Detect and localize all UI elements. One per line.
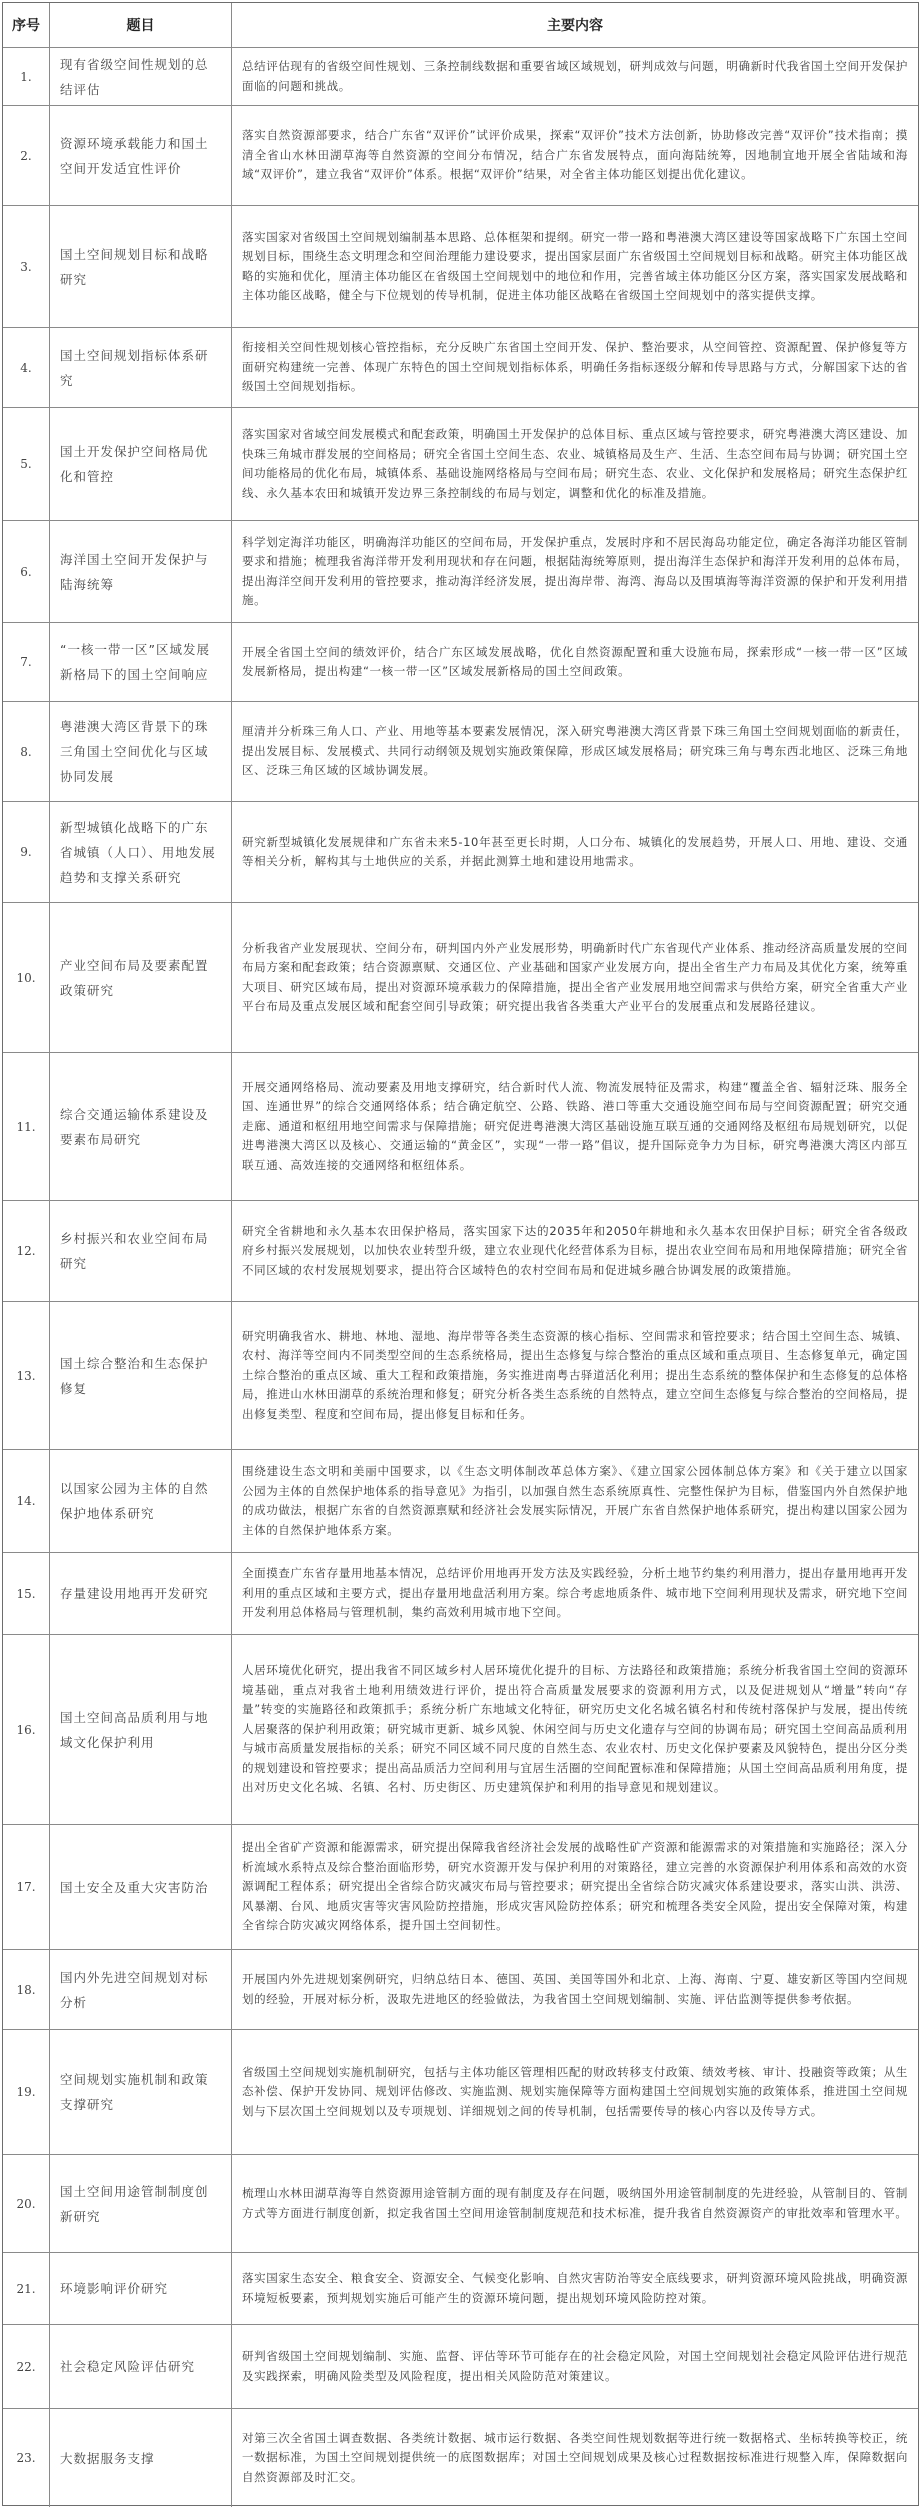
row-content: 分析我省产业发展现状、空间分布，研判国内外产业发展形势，明确新时代广东省现代产业体系、推动经济高质量发展的空间布局方案和配套政策；结合资源禀赋、交通区位、产业基础和国家产业发展方向，提出全省生产力布局及其优化方案，统筹重大项目、研究区域布局，提出对资源环境承载力的保障措施，提出全省产业发展用地空间需求与供给方案，研究全省重大产业平台布局及重点发展区域和配套空间引导政策；研究提出我省各类重大产业平台的发展重点和发展路径建议。	[242, 940, 908, 1013]
table-row	[3, 802, 918, 903]
research-topics-table	[2, 2, 919, 2506]
row-content: 衔接相关空间性规划核心管控指标，充分反映广东省国土空间开发、保护、整治要求，从空间管控、资源配置、保护修复等方面研究构建统一完善、体现广东特色的国土空间规划指标体系，明确任务指标逐级分解和传导思路与方式，分解国家下达的省级国土空间规划指标。	[242, 340, 908, 394]
row-title: 国土空间规划目标和战略研究	[50, 206, 232, 327]
row-title: 海洋国土空间开发保护与陆海统筹	[50, 521, 232, 622]
header-title: 题目	[50, 3, 232, 47]
table-row	[3, 48, 918, 106]
row-title: 国土开发保护空间格局优化和管控	[50, 408, 232, 520]
row-number: 1.	[3, 48, 50, 105]
row-title: 综合交通运输体系建设及要素布局研究	[50, 1053, 232, 1200]
row-title: 资源环境承载能力和国土空间开发适宜性评价	[50, 106, 232, 205]
row-title: 粤港澳大湾区背景下的珠三角国土空间优化与区域协同发展	[50, 702, 232, 801]
table-row	[3, 623, 918, 702]
row-title: 以国家公园为主体的自然保护地体系研究	[50, 1450, 232, 1552]
row-number: 13.	[3, 1302, 50, 1449]
table-row	[3, 1450, 918, 1553]
row-number: 8.	[3, 702, 50, 801]
row-content: 人居环境优化研究，提出我省不同区域乡村人居环境优化提升的目标、方法路径和政策措施；系统分析我省国土空间的资源环境基础，重点对我省土地利用绩效进行评价，提出符合高质量发展要求的资源利用方式，以及促进规划从“增量”转向“存量”转变的实施路径和政策抓手；系统分析广东地域文化特征，研究历史文化名城名镇名村和传统村落保护与发展，提出传统人居聚落的保护利用政策；研究城市更新、城乡风貌、休闲空间与历史文化遗存与空间的协调布局；研究国土空间高品质利用与城市高质量发展指标的关系；研究不同区域不同尺度的自然生态、农业农村、历史文化保护要素及风貌特色，提出分区分类的规划建设和管控要求；提出高品质活力空间利用与宜居生活圈的空间配置标准和保障措施；从国土空间高品质利用角度，提出对历史文化名城、名镇、名村、历史街区、历史建筑保护和利用的指导意见和规划建议。	[242, 1663, 908, 1795]
row-number: 3.	[3, 206, 50, 327]
table-row	[3, 328, 918, 408]
row-number: 16.	[3, 1635, 50, 1824]
row-content: 落实自然资源部要求，结合广东省“双评价”试评价成果，探索“双评价”技术方法创新，协助修改完善“双评价”技术指南；摸清全省山水林田湖草海等自然资源的空间分布情况，结合广东省发展特点，面向海陆统筹，因地制宜地开展全省陆域和海域“双评价”，建立我省“双评价”体系。根据“双评价”结果，对全省主体功能区划提出优化建议。	[242, 128, 908, 182]
table-row	[3, 1825, 918, 1950]
row-content: 研究明确我省水、耕地、林地、湿地、海岸带等各类生态资源的核心指标、空间需求和管控要求；结合国土空间生态、城镇、农村、海洋等空间内不同类型空间的生态系统格局，提出生态修复与综合整治的重点区域和重点项目、生态修复单元，确定国土综合整治的重点区域、重大工程和政策措施，务实推进南粤古驿道活化利用；提出生态系统的整体保护和生态修复的总体格局，推进山水林田湖草的系统治理和修复；研究分析各类生态系统的自然特点，建立空间生态修复与综合整治的空间格局，提出修复类型、程度和空间布局，提出修复目标和任务。	[242, 1328, 908, 1421]
row-title: 国土空间规划指标体系研究	[50, 328, 232, 407]
row-title: 大数据服务支撑	[50, 2409, 232, 2507]
table-row	[3, 1053, 918, 1201]
table-row	[3, 2325, 918, 2409]
row-title: 国土空间高品质利用与地域文化保护利用	[50, 1635, 232, 1824]
row-content: 落实国家生态安全、粮食安全、资源安全、气候变化影响、自然灾害防治等安全底线要求，研判资源环境风险挑战，明确资源环境短板要素，预判规划实施后可能产生的资源环境问题，提出规划环境风险防控对策。	[242, 2271, 908, 2305]
row-number: 2.	[3, 106, 50, 205]
row-number: 23.	[3, 2409, 50, 2507]
row-number: 4.	[3, 328, 50, 407]
row-title: 国土综合整治和生态保护修复	[50, 1302, 232, 1449]
row-content: 全面摸查广东省存量用地基本情况，总结评价用地再开发方法及实践经验，分析土地节约集约利用潜力，提出存量用地再开发利用的重点区域和主要方式，提出存量用地盘活利用方案。综合考虑地质条件、城市地下空间利用现状及需求，研究地下空间开发利用总体格局与管理机制，集约高效利用城市地下空间。	[242, 1566, 908, 1620]
row-title: “一核一带一区”区域发展新格局下的国土空间响应	[50, 623, 232, 701]
table-row	[3, 1302, 918, 1450]
table-row	[3, 2409, 918, 2507]
table-row	[3, 2253, 918, 2325]
row-number: 10.	[3, 903, 50, 1052]
row-title: 国土空间用途管制制度创新研究	[50, 2155, 232, 2252]
row-number: 19.	[3, 2030, 50, 2154]
row-content: 落实国家对省域空间发展模式和配套政策，明确国土开发保护的总体目标、重点区域与管控要求，研究粤港澳大湾区建设、加快珠三角城市群发展的空间格局；研究全省国土空间生态、农业、城镇格局及生产、生活、生态空间布局与协调；研究国土空间功能格局的优化布局，城镇体系、基础设施网络格局与空间布局；研究生态、农业、文化保护和发展格局；研究生态保护红线、永久基本农田和城镇开发边界三条控制线的布局与划定，调整和优化的标准及措施。	[242, 427, 908, 500]
table-row	[3, 702, 918, 802]
row-content: 围绕建设生态文明和美丽中国要求，以《生态文明体制改革总体方案》、《建立国家公园体制总体方案》和《关于建立以国家公园为主体的自然保护地体系的指导意见》为指引，以加强自然生态系统原真性、完整性保护为目标，借鉴国内外自然保护地的成功做法，根据广东省的自然资源禀赋和经济社会发展实际情况，开展广东省自然保护地体系研究，提出构建以国家公园为主体的自然保护地体系方案。	[242, 1464, 908, 1537]
table-row	[3, 2030, 918, 2155]
row-title: 国土安全及重大灾害防治	[50, 1825, 232, 1949]
table-row	[3, 1635, 918, 1825]
table-row	[3, 1201, 918, 1302]
header-no: 序号	[3, 3, 50, 47]
row-title: 存量建设用地再开发研究	[50, 1553, 232, 1634]
row-content: 科学划定海洋功能区，明确海洋功能区的空间布局，开发保护重点，发展时序和不居民海岛功能定位，确定各海洋功能区管制要求和措施；梳理我省海洋带开发利用现状和存在问题，根据陆海统筹原则，提出海洋生态保护和海洋开发利用的总体布局，提出海洋空间开发利用的管控要求，推动海洋经济发展，提出海岸带、海湾、海岛以及围填海等海洋资源的保护和开发利用措施。	[242, 534, 908, 607]
row-title: 现有省级空间性规划的总结评估	[50, 48, 232, 105]
table-row	[3, 106, 918, 206]
row-number: 15.	[3, 1553, 50, 1634]
row-content: 总结评估现有的省级空间性规划、三条控制线数据和重要省域区域规划，研判成效与问题，明确新时代我省国土空间开发保护面临的问题和挑战。	[242, 59, 908, 93]
row-content: 省级国土空间规划实施机制研究，包括与主体功能区管理相匹配的财政转移支付政策、绩效考核、审计、投融资等政策；从生态补偿、保护开发协同、规划评估修改、实施监测、规划实施保障等方面构建国土空间规划实施的政策体系，推进国土空间规划与下层次国土空间规划以及专项规划、详细规划之间的传导机制，包括需要传导的核心内容以及传导方式。	[242, 2064, 908, 2118]
row-number: 22.	[3, 2325, 50, 2408]
row-content: 开展交通网络格局、流动要素及用地支撑研究，结合新时代人流、物流发展特征及需求，构建“覆盖全省、辐射泛珠、服务全国、连通世界”的综合交通网络体系；结合确定航空、公路、铁路、港口等重大交通设施空间布局与空间资源配置；研究交通走廊、通道和枢纽用地空间需求与保障措施；研究促进粤港澳大湾区基础设施互联互通的交通网络及枢纽布局规划研究，以促进粤港澳大湾区以及核心、交通运输的“黄金区”，实现“一带一路”倡议，提升国际竞争力为目标，研究粤港澳大湾区内部互联互通、高效连接的交通网络和枢纽体系。	[242, 1079, 908, 1172]
row-content: 落实国家对省级国土空间规划编制基本思路、总体框架和提纲。研究一带一路和粤港澳大湾区建设等国家战略下广东国土空间规划目标，围绕生态文明理念和空间治理能力建设要求，提出国家层面广东省级国土空间规划目标和战略。研究主体功能区战略的实施和优化，厘清主体功能区在省级国土空间规划中的地位和作用，完善省域主体功能区分区方案，落实国家发展战略和主体功能区战略，健全与下位规划的传导机制，促进主体功能区战略在省级国土空间规划中的落实提供支撑。	[242, 229, 908, 302]
row-number: 5.	[3, 408, 50, 520]
row-content: 开展全省国土空间的绩效评价，结合广东区域发展战略，优化自然资源配置和重大设施布局，探索形成“一核一带一区”区域发展新格局，提出构建“一核一带一区”区域发展新格局的国土空间政策。	[242, 644, 908, 678]
table-row	[3, 206, 918, 328]
row-content: 研判省级国土空间规划编制、实施、监督、评估等环节可能存在的社会稳定风险，对国土空间规划社会稳定风险评估进行规范及实践探索，明确风险类型及风险程度，提出相关风险防范对策建议。	[242, 2349, 908, 2383]
row-title: 环境影响评价研究	[50, 2253, 232, 2324]
row-title: 国内外先进空间规划对标分析	[50, 1950, 232, 2029]
row-number: 9.	[3, 802, 50, 902]
row-number: 11.	[3, 1053, 50, 1200]
row-title: 新型城镇化战略下的广东省城镇（人口）、用地发展趋势和支撑关系研究	[50, 802, 232, 902]
row-number: 18.	[3, 1950, 50, 2029]
table-row	[3, 2155, 918, 2253]
row-number: 12.	[3, 1201, 50, 1301]
row-content: 研究新型城镇化发展规律和广东省未来5-10年甚至更长时期，人口分布、城镇化的发展趋势，开展人口、用地、建设、交通等相关分析，解构其与土地供应的关系，并据此测算土地和建设用地需求。	[242, 834, 908, 868]
table-row	[3, 1950, 918, 2030]
table-row	[3, 408, 918, 521]
row-number: 20.	[3, 2155, 50, 2252]
row-content: 提出全省矿产资源和能源需求，研究提出保障我省经济社会发展的战略性矿产资源和能源需求的对策措施和实施路径；深入分析流域水系特点及综合整治面临形势，研究水资源开发与保护利用的对策路径，建立完善的水资源保护利用体系和高效的水资源调配工程体系；研究提出全省综合防灾减灾布局与管控要求；研究提出全省综合防灾减灾体系建设要求，落实山洪、洪涝、风暴潮、台风、地质灾害等灾害风险防控措施，形成灾害风险防控体系；研究和梳理各类安全风险，提出安全保障对策，构建全省综合防灾减灾网络体系，提升国土空间韧性。	[242, 1840, 908, 1933]
table-row	[3, 521, 918, 623]
row-number: 17.	[3, 1825, 50, 1949]
row-title: 社会稳定风险评估研究	[50, 2325, 232, 2408]
row-title: 空间规划实施机制和政策支撑研究	[50, 2030, 232, 2154]
row-content: 对第三次全省国土调查数据、各类统计数据、城市运行数据、各类空间性规划数据等进行统一数据格式、坐标转换等校正，统一数据标准，为国土空间规划提供统一的底图数据库；对国土空间规划成果及核心过程数据按标准进行规整入库，保障数据向自然资源部及时汇交。	[242, 2430, 908, 2484]
row-title: 乡村振兴和农业空间布局研究	[50, 1201, 232, 1301]
table-header-row	[3, 3, 918, 48]
row-number: 7.	[3, 623, 50, 701]
table-row	[3, 903, 918, 1053]
row-number: 6.	[3, 521, 50, 622]
row-content: 开展国内外先进规划案例研究，归纳总结日本、德国、英国、美国等国外和北京、上海、海南、宁夏、雄安新区等国内空间规划的经验，开展对标分析，汲取先进地区的经验做法，为我省国土空间规划编制、实施、评估监测等提供参考依据。	[242, 1972, 908, 2006]
row-content: 厘清并分析珠三角人口、产业、用地等基本要素发展情况，深入研究粤港澳大湾区背景下珠三角国土空间规划面临的新责任，提出发展目标、发展模式、共同行动纲领及规划实施政策保障，形成区域发展格局；研究珠三角与粤东西北地区、泛珠三角地区、泛珠三角区域的区域协调发展。	[242, 724, 908, 778]
row-number: 14.	[3, 1450, 50, 1552]
row-content: 梳理山水林田湖草海等自然资源用途管制方面的现有制度及存在问题，吸纳国外用途管制制度的先进经验，从管制目的、管制方式等方面进行制度创新，拟定我省国土空间用途管制制度规范和技术标准，提升我省自然资源资产的审批效率和管理水平。	[242, 2186, 908, 2220]
header-content: 主要内容	[547, 18, 603, 34]
row-content: 研究全省耕地和永久基本农田保护格局，落实国家下达的2035年和2050年耕地和永久基本农田保护目标；研究全省各级政府乡村振兴发展规划，以加快农业转型升级，建立农业现代化经营体系为目标，提出农业空间布局和用地保障措施；研究全省不同区域的农村发展规划要求，提出符合区域特色的农村空间布局和促进城乡融合协调发展的政策措施。	[242, 1223, 908, 1277]
table-row	[3, 1553, 918, 1635]
row-title: 产业空间布局及要素配置政策研究	[50, 903, 232, 1052]
row-number: 21.	[3, 2253, 50, 2324]
